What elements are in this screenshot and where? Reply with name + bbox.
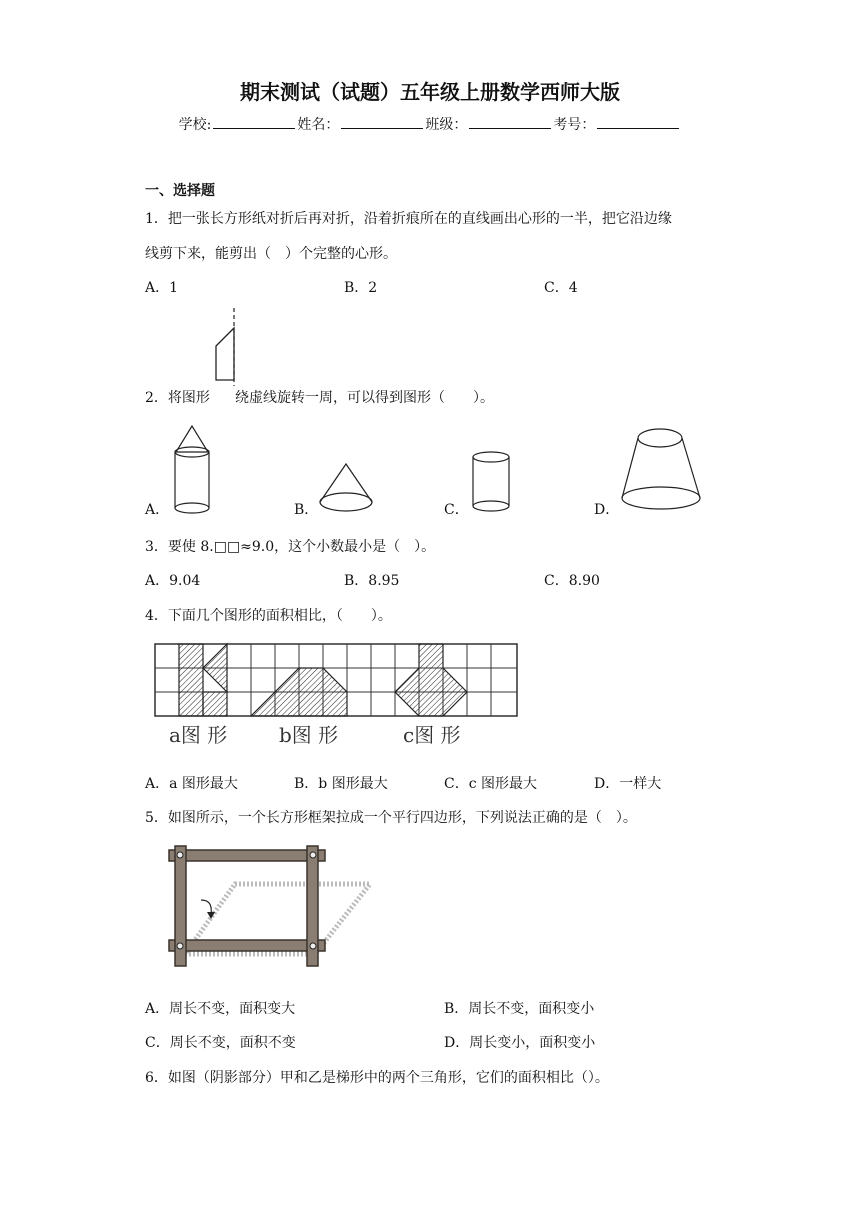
q5-option-b[interactable]: B．周长不变，面积变小 (444, 1001, 595, 1017)
q5-text: 5．如图所示，一个长方形框架拉成一个平行四边形，下列说法正确的是（ ）。 (145, 810, 637, 826)
q1-text-line1: 1．把一张长方形纸对折后再对折，沿着折痕所在的直线画出心形的一半，把它沿边缘 (145, 211, 672, 227)
class-label: 班级： (425, 117, 468, 133)
q5-frame-photo (165, 842, 380, 972)
page-title: 期末测试（试题）五年级上册数学西师大版 (240, 80, 620, 104)
section-heading: 一、选择题 (145, 183, 215, 199)
q2-option-a[interactable]: A． (145, 502, 170, 518)
student-info-line (0, 114, 860, 134)
q5-option-a[interactable]: A．周长不变，面积变大 (145, 1001, 296, 1017)
q4-option-b[interactable]: B．b 图形最大 (294, 776, 388, 792)
name-blank[interactable] (341, 116, 423, 129)
q4-option-a[interactable]: A．a 图形最大 (145, 776, 238, 792)
school-blank[interactable] (213, 116, 295, 129)
q2-text-a: 2．将图形 (145, 390, 210, 406)
q4-grid-figure (155, 644, 519, 750)
q2-option-a-figure (170, 424, 215, 516)
q2-text-b: 绕虚线旋转一周，可以得到图形（ ）。 (235, 390, 494, 406)
q1-option-c[interactable]: C．4 (544, 280, 578, 296)
q3-text: 3．要使 8.□□≈9.0，这个小数最小是（ ）。 (145, 539, 436, 555)
q1-option-b[interactable]: B．2 (344, 280, 378, 296)
q2-option-c[interactable]: C． (444, 502, 469, 518)
name-label: 姓名： (297, 117, 340, 133)
q3-option-a[interactable]: A．9.04 (145, 573, 201, 589)
exam-number-label: 考号： (553, 117, 596, 133)
q3-option-c[interactable]: C．8.90 (544, 573, 600, 589)
q4-text: 4．下面几个图形的面积相比，（ ）。 (145, 608, 392, 624)
exam-number-blank[interactable] (597, 116, 679, 129)
q4-label-a: a图 形 (169, 723, 228, 747)
class-blank[interactable] (469, 116, 551, 129)
school-label: 学校: (178, 117, 212, 133)
q2-house-figure (210, 306, 250, 386)
q1-option-a[interactable]: A．1 (145, 280, 179, 296)
q2-option-b-figure (318, 460, 374, 516)
q4-option-d[interactable]: D．一样大 (594, 776, 662, 792)
q2-option-d-figure (620, 426, 704, 512)
q3-option-b[interactable]: B．8.95 (344, 573, 400, 589)
q2-option-c-figure (470, 450, 512, 516)
q1-text-line2: 线剪下来，能剪出（ ）个完整的心形。 (145, 246, 397, 262)
q2-option-b[interactable]: B． (294, 502, 319, 518)
q5-option-c[interactable]: C．周长不变，面积不变 (145, 1035, 296, 1051)
q4-label-b: b图 形 (279, 723, 339, 747)
q4-option-c[interactable]: C．c 图形最大 (444, 776, 538, 792)
q4-label-c: c图 形 (403, 723, 461, 747)
q6-text: 6．如图（阴影部分）甲和乙是梯形中的两个三角形，它们的面积相比（）。 (145, 1070, 609, 1086)
q2-option-d[interactable]: D． (594, 502, 620, 518)
q5-option-d[interactable]: D．周长变小，面积变小 (444, 1035, 596, 1051)
